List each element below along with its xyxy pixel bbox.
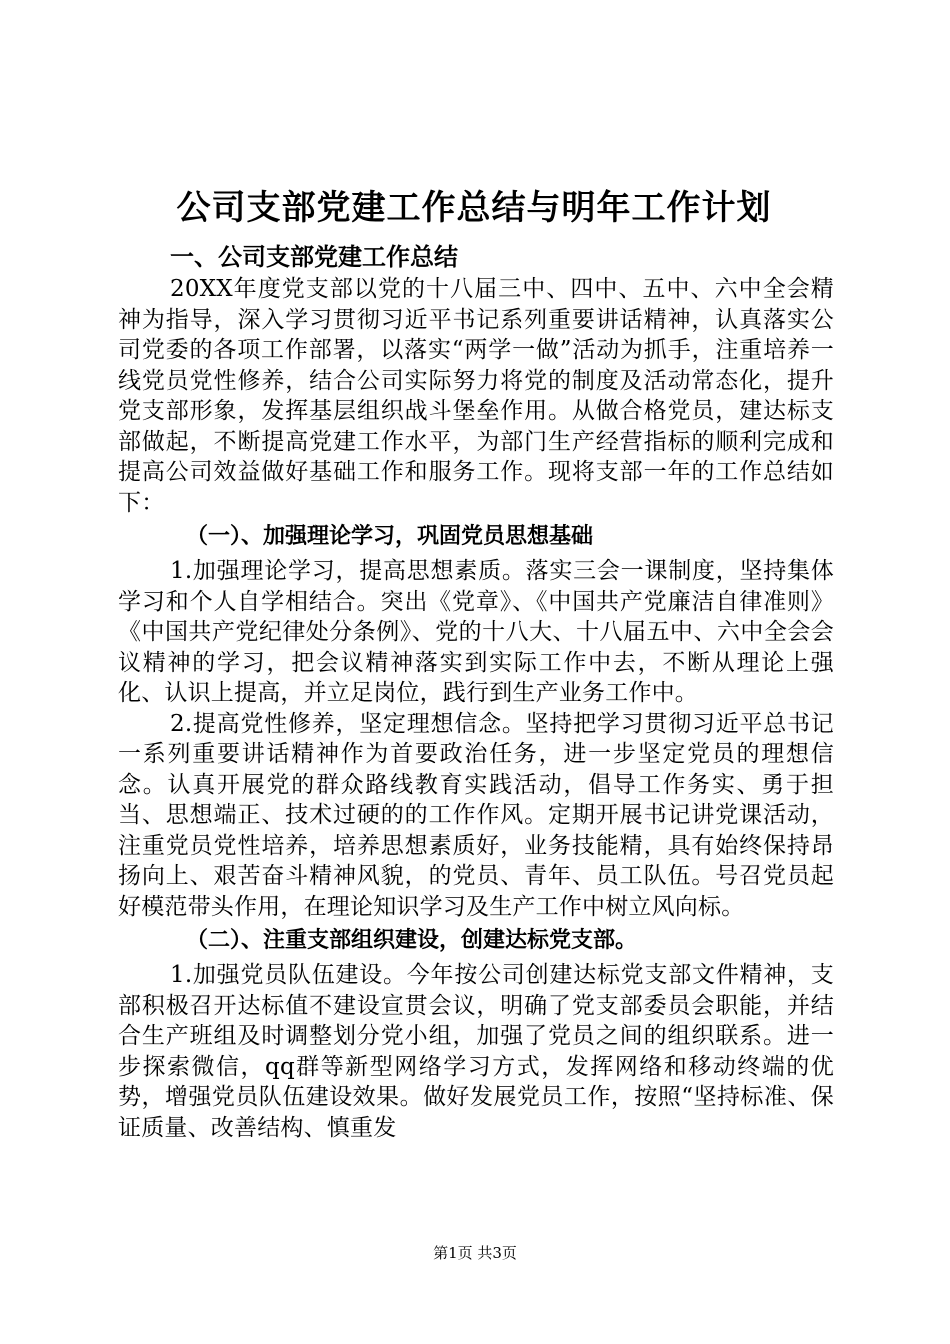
section-heading-1: 一、公司支部党建工作总结	[170, 243, 458, 271]
subsection-heading-1: （一）、加强理论学习，巩固党员思想基础	[186, 524, 594, 549]
page-footer: 第1页 共3页	[433, 1244, 517, 1262]
document-title: 公司支部党建工作总结与明年工作计划	[176, 188, 772, 228]
intro-paragraph: 20XX年度党支部以党的十八届三中、四中、五中、六中全会精神为指导，深入学习贯彻习近平书记系列重要讲话精神，认真落实公司党委的各项工作部署，以落实“两学一做”活动为抓手，注重培养一线党员党性修养，结合公司实际努力将党的制度及活动常态化，提升党支部形象，发挥基层组织战斗堡垒作用。从做合格党员，建达标支部做起，不断提高党建工作水平，为部门生产经营指标的顺利完成和提高公司效益做好基础工作和服务工作。现将支部一年的工作总结如下：	[118, 276, 834, 516]
subsection-2-item-1: 1.加强党员队伍建设。今年按公司创建达标党支部文件精神，支部积极召开达标值不建设宣贯会议，明确了党支部委员会职能，并结合生产班组及时调整划分党小组，加强了党员之间的组织联系。进一步探索微信，qq群等新型网络学习方式，发挥网络和移动终端的优势，增强党员队伍建设效果。做好发展党员工作，按照“坚持标准、保证质量、改善结构、慎重发	[118, 962, 834, 1141]
subsection-1-item-2: 2.提高党性修养，坚定理想信念。坚持把学习贯彻习近平总书记一系列重要讲话精神作为首要政治任务，进一步坚定党员的理想信念。认真开展党的群众路线教育实践活动，倡导工作务实、勇于担当、思想端正、技术过硬的的工作作风。定期开展书记讲党课活动，注重党员党性培养，培养思想素质好，业务技能精，具有始终保持昂扬向上、艰苦奋斗精神风貌，的党员、青年、员工队伍。号召党员起好模范带头作用，在理论知识学习及生产工作中树立风向标。	[118, 710, 834, 920]
subsection-heading-2: （二）、注重支部组织建设，创建达标党支部。	[186, 928, 638, 953]
subsection-1-item-1: 1.加强理论学习，提高思想素质。落实三会一课制度，坚持集体学习和个人自学相结合。突出《党章》、《中国共产党廉洁自律准则》《中国共产党纪律处分条例》、党的十八大、十八届五中、六中全会会议精神的学习，把会议精神落实到实际工作中去，不断从理论上强化、认识上提高，并立足岗位，践行到生产业务工作中。	[118, 558, 834, 706]
document-body	[118, 182, 834, 1143]
